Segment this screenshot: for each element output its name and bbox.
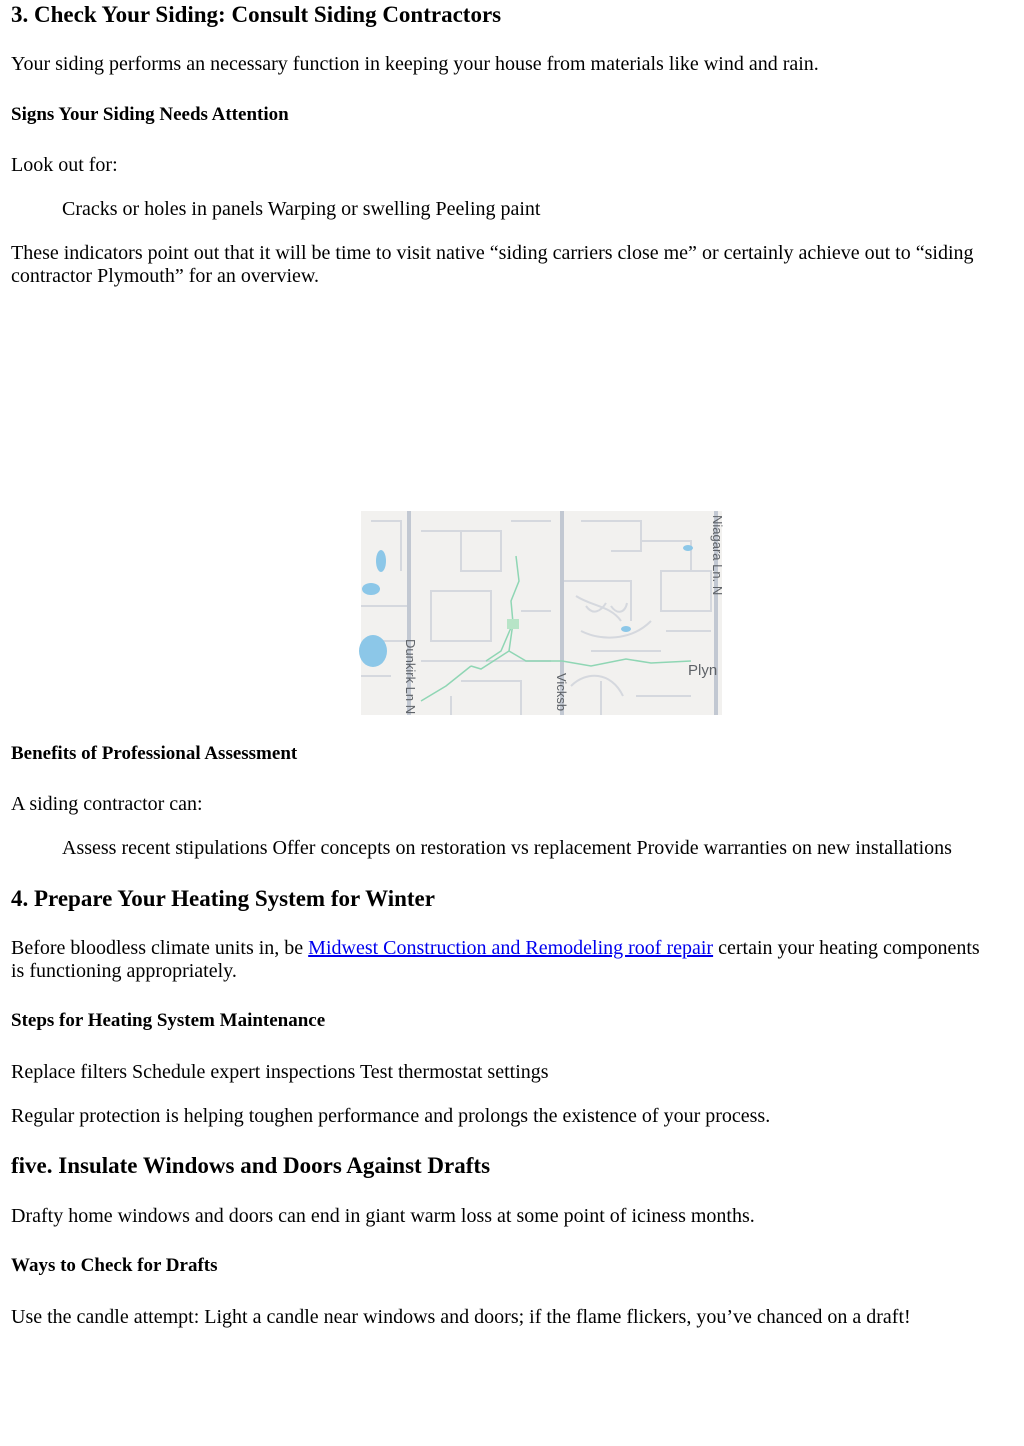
look-out-text: Look out for:	[11, 154, 118, 176]
steps-heading: Steps for Heating System Maintenance	[11, 1010, 326, 1031]
plymouth-city-label: Plyn	[688, 662, 718, 679]
candle-test-text: Use the candle attempt: Light a candle near windows and doors; if the flame flickers, you’ve chanced on a draft!	[11, 1306, 911, 1328]
regular-protection-text: Regular protection is helping toughen performance and prolongs the existence of your process.	[11, 1105, 771, 1127]
heating-intro-line-1	[11, 937, 1016, 960]
ways-heading: Ways to Check for Drafts	[11, 1255, 218, 1276]
roof-repair-link[interactable]: Midwest Construction and Remodeling roof repair	[308, 937, 714, 959]
indicators-line-1: These indicators point out that it will be time to visit native “siding carriers close me” or certainly achieve out to “siding	[11, 242, 974, 264]
siding-intro: Your siding performs an necessary function in keeping your house from materials like wind and rain.	[11, 53, 819, 75]
benefits-heading: Benefits of Professional Assessment	[11, 743, 298, 764]
indicators-line-2: contractor Plymouth” for an overview.	[11, 265, 320, 287]
dunkirk-street-label: Dunkirk Ln N	[403, 639, 418, 715]
steps-list: Replace filters Schedule expert inspections Test thermostat settings	[11, 1061, 549, 1083]
drafts-intro: Drafty home windows and doors can end in giant warm loss at some point of iciness months.	[11, 1205, 755, 1227]
signs-list: Cracks or holes in panels Warping or swelling Peeling paint	[62, 198, 541, 220]
benefits-list: Assess recent stipulations Offer concepts on restoration vs replacement Provide warranties on new installations	[62, 837, 952, 859]
vicksburg-street-label: Vicksb	[554, 673, 569, 712]
heating-intro-line-2: is functioning appropriately.	[11, 960, 237, 982]
section-4-heading: 4. Prepare Your Heating System for Winter	[11, 886, 435, 911]
map-graphic	[361, 511, 725, 715]
heating-intro-after: certain your heating components	[713, 937, 980, 959]
signs-heading: Signs Your Siding Needs Attention	[11, 104, 289, 125]
map-image	[361, 511, 725, 715]
contractor-can-text: A siding contractor can:	[11, 793, 203, 815]
section-5-heading: five. Insulate Windows and Doors Against Drafts	[11, 1153, 491, 1178]
section-3-heading: 3. Check Your Siding: Consult Siding Contractors	[11, 2, 502, 27]
park-area	[507, 619, 519, 629]
niagara-street-label: Niagara Ln. N	[710, 515, 725, 596]
heating-intro-before: Before bloodless climate units in, be	[11, 937, 309, 959]
